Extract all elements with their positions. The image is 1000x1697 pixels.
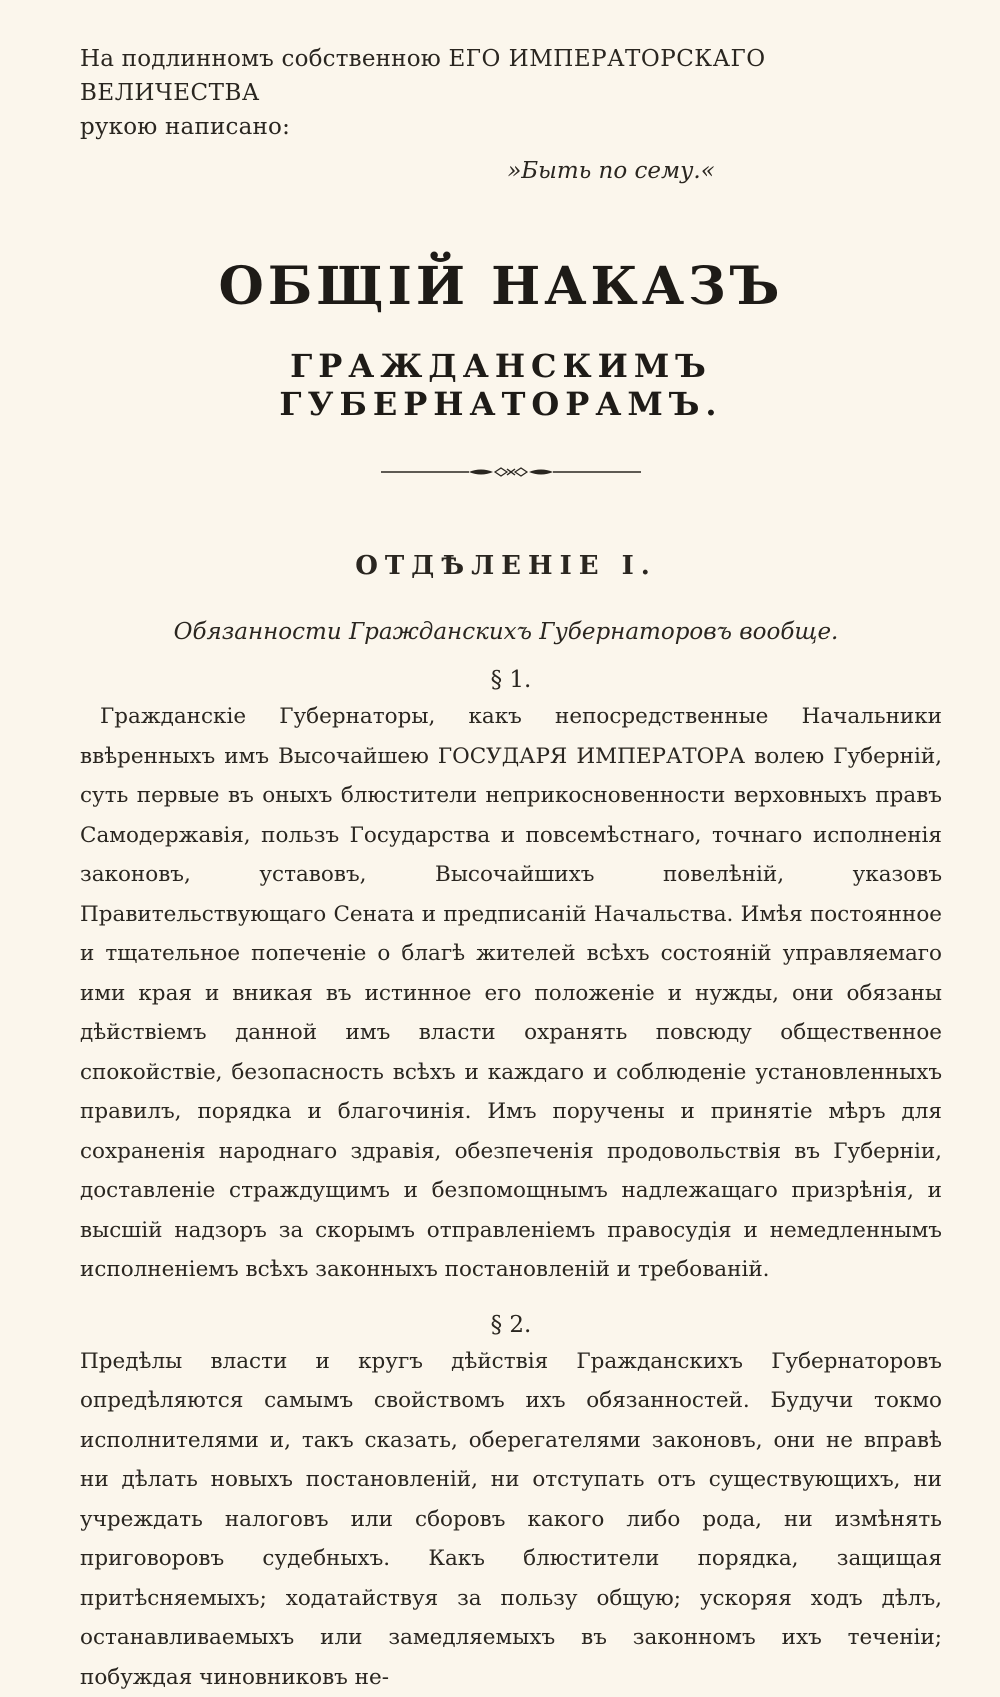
resolution-caps: ЕГО ИМПЕРАТОРСКАГО ВЕЛИЧЕСТВА [80,46,766,106]
resolution-note [80,42,942,144]
section-heading: ОТДѢЛЕНІЕ I. [70,551,942,581]
resolution-suffix: рукою написано: [80,114,290,140]
resolution-prefix: На подлинномъ собственною [80,46,448,72]
section-subtitle: Обязанности Гражданскихъ Губернаторовъ вообще. [70,619,942,645]
paragraph-text-1: Гражданскіе Губернаторы, какъ непосредственные Начальники ввѣренныхъ имъ Высочайшею ГОСУДАРЯ ИМПЕРАТОРА волею Губерній, суть первые въ оныхъ блюстители неприкосновенности верховныхъ правъ Самодержавія, пользъ Государства и повсемѣстнаго, точнаго исполненія законовъ, уставовъ, Высочайшихъ повелѣній, указовъ Правительствующаго Сената и предписаній Начальства. Имѣя постоянное и тщательное попеченіе о благѣ жителей всѣхъ состояній управляемаго ими края и вникая въ истинное его положеніе и нужды, они обязаны дѣйствіемъ данной имъ власти охранять повсюду общественное спокойствіе, безопасность всѣхъ и каждаго и соблюденіе установленныхъ правилъ, порядка и благочинія. Имъ поручены и принятіе мѣръ для сохраненія народнаго здравія, обезпеченія продовольствія въ Губерніи, доставленіе страждущимъ и безпомощнымъ надлежащаго призрѣнія, и высшій надзоръ за скорымъ отправленіемъ правосудія и немедленнымъ исполненіемъ всѣхъ законныхъ постановленій и требованій. [80,697,942,1290]
sub-title: ГРАЖДАНСКИМЪ ГУБЕРНАТОРАМЪ. [60,347,942,423]
ornamental-divider [381,465,641,479]
resolution-quote: »Быть по сему.« [280,158,942,184]
main-title: ОБЩІЙ НАКАЗЪ [60,256,942,317]
paragraph-text-2: Предѣлы власти и кругъ дѣйствія Гражданскихъ Губернаторовъ опредѣляются самымъ свойствомъ ихъ обязанностей. Будучи токмо исполнителями и, такъ сказать, оберегателями законовъ, они не вправѣ ни дѣлать новыхъ постановленій, ни отступать отъ существующихъ, ни учреждать налоговъ или сборовъ какого либо рода, ни измѣнять приговоровъ судебныхъ. Какъ блюстители порядка, защищая притѣсняемыхъ; ходатайствуя за пользу общую; ускоряя ходъ дѣлъ, останавливаемыхъ или замедляемыхъ въ законномъ ихъ теченіи; побуждая чиновниковъ не- [80,1342,942,1697]
paragraph-number-2: § 2. [80,1312,942,1338]
paragraph-number-1: § 1. [80,667,942,693]
